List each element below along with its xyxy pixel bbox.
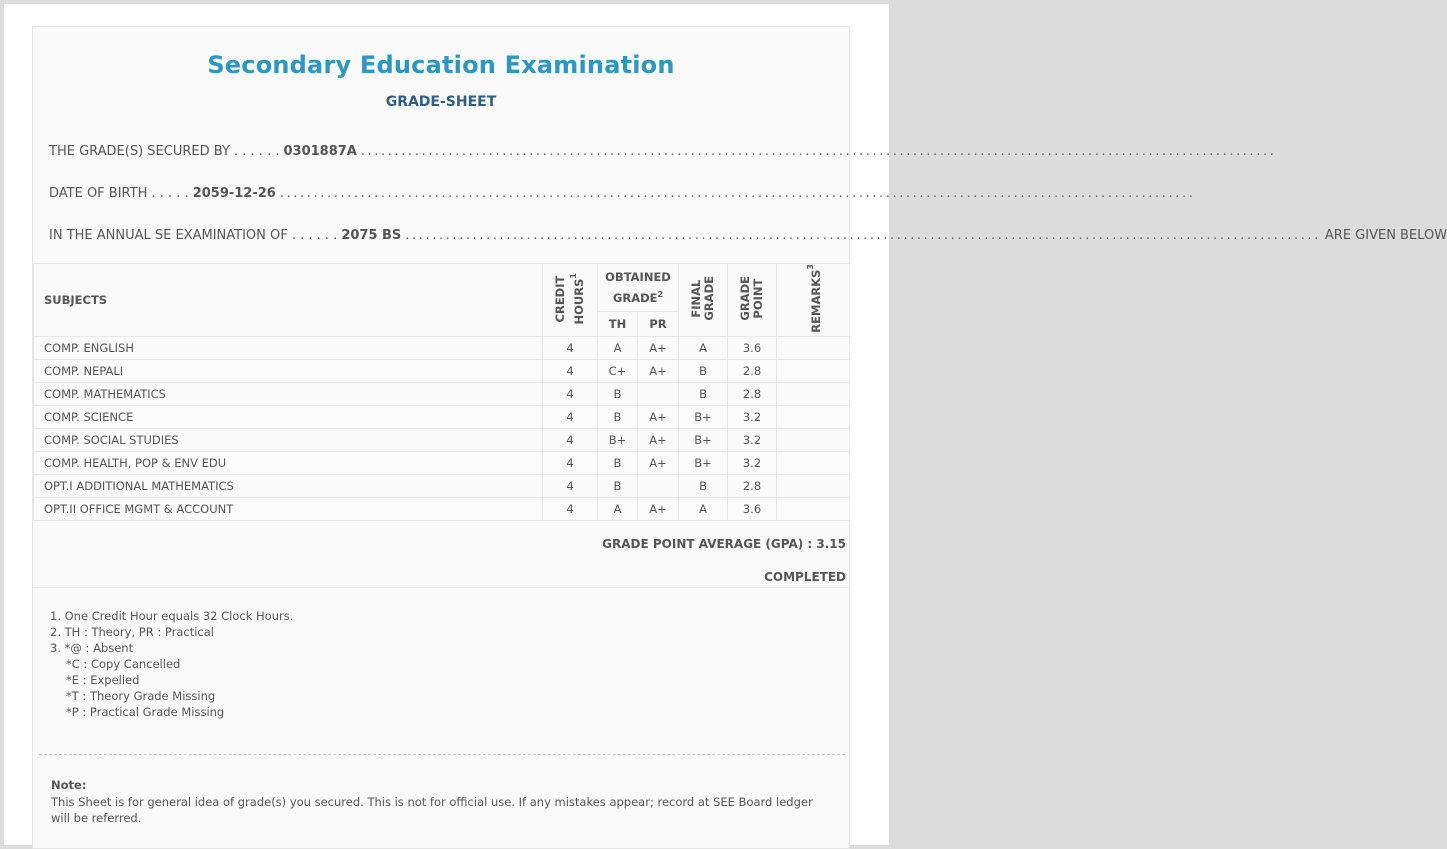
subject-cell: COMP. MATHEMATICS: [34, 382, 543, 405]
leader-dots: ........................................................................................................................................: [405, 227, 1321, 243]
result-status: COMPLETED: [764, 570, 846, 584]
table-row: [34, 382, 850, 405]
header-grade-point: GRADE POINT: [728, 264, 777, 337]
pr-grade-cell: A+: [638, 336, 679, 359]
table-row: [34, 359, 850, 382]
pr-grade-cell: A+: [638, 497, 679, 520]
final-grade-cell: B: [679, 474, 728, 497]
grade-point-cell: 3.6: [728, 336, 777, 359]
symbol-number: 0301887A: [283, 143, 357, 159]
pr-grade-cell: [638, 474, 679, 497]
header-final-grade: FINAL GRADE: [679, 264, 728, 337]
leader-dots: ........................................................................................................................................: [279, 185, 1196, 201]
page-frame: [4, 4, 1447, 845]
secured-by-line: [49, 141, 1277, 161]
secured-by-label: THE GRADE(S) SECURED BY . . . . . .: [49, 143, 280, 159]
gpa-summary: GRADE POINT AVERAGE (GPA) : 3.15: [602, 537, 846, 551]
grade-point-cell: 3.2: [728, 405, 777, 428]
leader-dots: ........................................................................................................................................: [360, 143, 1277, 159]
grades-table: [33, 263, 850, 521]
th-grade-cell: B: [598, 382, 638, 405]
footnote: 1. One Credit Hour equals 32 Clock Hours.: [50, 609, 294, 623]
subject-cell: COMP. SCIENCE: [34, 405, 543, 428]
credit-hours-cell: 4: [543, 359, 598, 382]
table-row: [34, 474, 850, 497]
header-obtained-grade: OBTAINED GRADE$^2$: [598, 264, 679, 312]
credit-hours-cell: 4: [543, 405, 598, 428]
grade-point-cell: 3.2: [728, 428, 777, 451]
remarks-cell: [777, 451, 850, 474]
dob-value: 2059-12-26: [192, 185, 276, 201]
note-body: This Sheet is for general idea of grade(s) you secured. This is not for official use. If any mistakes appear; record at SEE Board ledger will be referred.: [51, 795, 813, 825]
remarks-cell: [777, 359, 850, 382]
th-grade-cell: B: [598, 405, 638, 428]
final-grade-cell: B: [679, 359, 728, 382]
footnotes: [50, 608, 293, 720]
grade-sheet: [32, 26, 1447, 849]
subject-cell: COMP. SOCIAL STUDIES: [34, 428, 543, 451]
credit-hours-cell: 4: [543, 474, 598, 497]
subject-cell: COMP. HEALTH, POP & ENV EDU: [34, 451, 543, 474]
table-row: [34, 451, 850, 474]
header-th: TH: [598, 312, 638, 337]
footnote: *P : Practical Grade Missing: [66, 705, 225, 719]
page-title: Secondary Education Examination: [207, 51, 675, 79]
exam-tail: ARE GIVEN BELOW: [1324, 227, 1447, 243]
credit-hours-cell: 4: [543, 336, 598, 359]
pr-grade-cell: A+: [638, 359, 679, 382]
dashed-divider: [39, 754, 845, 755]
th-grade-cell: A: [598, 336, 638, 359]
remarks-cell: [777, 336, 850, 359]
table-row: [34, 336, 850, 359]
th-grade-cell: A: [598, 497, 638, 520]
footnote: *C : Copy Cancelled: [66, 657, 181, 671]
header-subjects: SUBJECTS: [34, 264, 543, 337]
page-subtitle: GRADE-SHEET: [385, 94, 497, 110]
table-row: [34, 428, 850, 451]
divider: [33, 587, 849, 588]
grade-point-cell: 3.6: [728, 497, 777, 520]
note-heading: Note:: [51, 778, 87, 792]
credit-hours-cell: 4: [543, 382, 598, 405]
th-grade-cell: B+: [598, 428, 638, 451]
pr-grade-cell: A+: [638, 405, 679, 428]
subject-cell: COMP. ENGLISH: [34, 336, 543, 359]
subject-cell: COMP. NEPALI: [34, 359, 543, 382]
table-row: [34, 497, 850, 520]
pr-grade-cell: [638, 382, 679, 405]
grade-point-cell: 2.8: [728, 474, 777, 497]
dob-line: [49, 183, 1196, 203]
footnote: 3. *@ : Absent: [50, 641, 134, 655]
final-grade-cell: B+: [679, 451, 728, 474]
credit-hours-cell: 4: [543, 497, 598, 520]
exam-line: [49, 225, 1447, 245]
remarks-cell: [777, 474, 850, 497]
final-grade-cell: B: [679, 382, 728, 405]
grade-point-cell: 3.2: [728, 451, 777, 474]
pr-grade-cell: A+: [638, 428, 679, 451]
header-remarks: REMARKS$^3$: [777, 264, 850, 337]
grade-point-cell: 2.8: [728, 382, 777, 405]
dob-label: DATE OF BIRTH . . . . .: [49, 185, 189, 201]
final-grade-cell: B+: [679, 405, 728, 428]
table-row: [34, 405, 850, 428]
header-credit-hours: CREDIT HOURS$^1$: [543, 264, 598, 337]
th-grade-cell: C+: [598, 359, 638, 382]
final-grade-cell: A: [679, 497, 728, 520]
subject-cell: OPT.I ADDITIONAL MATHEMATICS: [34, 474, 543, 497]
exam-label: IN THE ANNUAL SE EXAMINATION OF . . . . . .: [49, 227, 338, 243]
footnote: 2. TH : Theory, PR : Practical: [50, 625, 214, 639]
credit-hours-cell: 4: [543, 428, 598, 451]
remarks-cell: [777, 497, 850, 520]
subject-cell: OPT.II OFFICE MGMT & ACCOUNT: [34, 497, 543, 520]
final-grade-cell: B+: [679, 428, 728, 451]
th-grade-cell: B: [598, 474, 638, 497]
remarks-cell: [777, 382, 850, 405]
grade-point-cell: 2.8: [728, 359, 777, 382]
pr-grade-cell: A+: [638, 451, 679, 474]
final-grade-cell: A: [679, 336, 728, 359]
th-grade-cell: B: [598, 451, 638, 474]
header-pr: PR: [638, 312, 679, 337]
remarks-cell: [777, 405, 850, 428]
exam-year: 2075 BS: [341, 227, 402, 243]
remarks-cell: [777, 428, 850, 451]
credit-hours-cell: 4: [543, 451, 598, 474]
footnote: *E : Expelled: [66, 673, 140, 687]
footnote: *T : Theory Grade Missing: [66, 689, 216, 703]
